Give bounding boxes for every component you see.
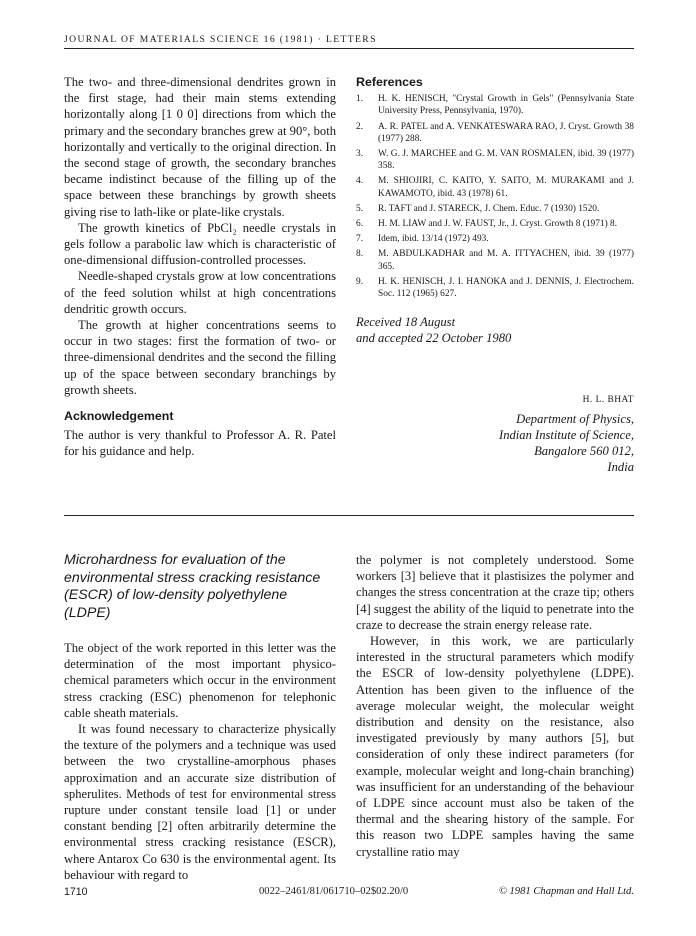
body-paragraph: The growth at higher concentrations seems to occur in two stages: first the formation of two- or three-dimensional dendrites and the second the filling up of the space between secondary branchings by growth sheets.: [64, 318, 336, 397]
page-number: 1710: [64, 886, 88, 898]
reference-item: 5. R. TAFT and J. STARECK, J. Chem. Educ. 7 (1930) 1520.: [356, 203, 600, 214]
reference-list: [356, 93, 634, 300]
references-heading: References: [356, 75, 423, 89]
reference-item: 1. H. K. HENISCH, "Crystal Growth in Gels" (Pennsylvania State University Press, Pennsylvania, 1970).: [356, 94, 634, 117]
body-paragraph: The two- and three-dimensional dendrites grown in the first stage, had their main stems extending horizontally along [1 0 0] directions from which the primary and the secondary branches grew at 90°, both horizontally and vertically to the original direction. In the second stage of growth, the secondary branches became indistinct because of the filling up of the space between these branchings by growth sheets giving rise to lath-like or plate-like crystals.: [64, 75, 336, 219]
article-divider: [64, 515, 634, 516]
author-affiliation-line: Department of Physics,: [516, 412, 634, 427]
copyright: © 1981 Chapman and Hall Ltd.: [498, 886, 634, 897]
running-header: JOURNAL OF MATERIALS SCIENCE 16 (1981) · LETTERS: [64, 34, 634, 49]
body-paragraph: the polymer is not completely understood. Some workers [3] believe that it plastisizes the polymer and changes the stress concentration at the craze tip; others [4] suggest the ability of the liquid to penetrate into the craze to decrease the strain energy release rate.: [356, 553, 634, 632]
author-affiliation-line: Indian Institute of Science,: [499, 428, 634, 443]
reference-item: 9. H. K. HENISCH, J. I. HANOKA and J. DENNIS, J. Electrochem. Soc. 112 (1965) 627.: [356, 276, 634, 300]
author-affiliation-line: India: [607, 460, 634, 475]
acknowledgement-heading: Acknowledgement: [64, 409, 174, 424]
reference-item: 6. H. M. LIAW and J. W. FAUST, Jr., J. Cryst. Growth 8 (1971) 8.: [356, 219, 618, 230]
article-code: 0022–2461/81/061710–02$02.20/0: [259, 886, 409, 897]
body-paragraph: It was found necessary to characterize physically the texture of the polymers and a technique was used between the two crystalline-amorphous phases approximation and an accurate size distribution of spherulites. Methods of test for environmental stress rupture under constant tensile load [1] or under constant bending [2] often arbitrarily determine the environmental stress cracking resistance (ESCR), where Antarox Co 630 is the environmental agent. Its behaviour with regard to: [64, 722, 336, 882]
right-column-top: [356, 74, 634, 475]
body-paragraph: However, in this work, we are particularly interested in the structural parameters which modify the ESCR of low-density polyethylene (LDPE). Attention has been given to the influence of the average molecular weight, the molecular weight distribution and density on the resistance, also investigated previously by many authors [5], but consideration of only these indirect parameters (for example, molecular weight and long-chain branching) was insufficient for an understanding of the behaviour of LDPE since account must also be taken of the thermal and the shearing history of the sample. For this reason two LDPE samples having the same crystalline ratio may: [356, 634, 634, 859]
right-column-bottom: [356, 552, 634, 860]
left-column-bottom: [64, 552, 336, 883]
reference-item: 7. Idem, ibid. 13/14 (1972) 493.: [356, 234, 489, 245]
body-paragraph: Needle-shaped crystals grow at low concentrations of the feed solution whilst at high concentrations dendritic growth occurs.: [64, 269, 336, 316]
reference-item: 4. M. SHIOJIRI, C. KAITO, Y. SAITO, M. MURAKAMI and J. KAWAMOTO, ibid. 43 (1978) 61.: [356, 176, 634, 199]
reference-item: 2. A. R. PATEL and A. VENKATESWARA RAO, J. Cryst. Growth 38 (1977) 288.: [356, 121, 634, 144]
body-paragraph: The growth kinetics of PbCl₂ needle crystals in gels follow a parabolic law which is characteristic of one-dimensional diffusion-controlled processes.: [64, 220, 336, 268]
author-signature: [356, 392, 634, 475]
author-affiliation-line: Bangalore 560 012,: [534, 444, 634, 459]
left-column-top: [64, 74, 336, 460]
author-name: H. L. BHAT: [582, 395, 634, 406]
reference-item: 8. M. ABDULKADHAR and M. A. ITTYACHEN, ibid. 39 (1977) 365.: [356, 249, 634, 272]
body-paragraph: The object of the work reported in this letter was the determination of the most important physico-chemical parameters which occur in the environment stress cracking (ESC) phenomenon for telephonic cable sheath materials.: [64, 641, 336, 720]
acknowledgement-text: The author is very thankful to Professor A. R. Patel for his guidance and help.: [64, 428, 336, 459]
reference-item: 3. W. G. J. MARCHEE and G. M. VAN ROSMALEN, ibid. 39 (1977) 358.: [356, 149, 634, 172]
received-dates: Received 18 August and accepted 22 October 1980: [356, 315, 512, 346]
article-title: Microhardness for evaluation of the environmental stress cracking resistance (ESCR) of low-density polyethylene (LDPE): [64, 552, 321, 621]
